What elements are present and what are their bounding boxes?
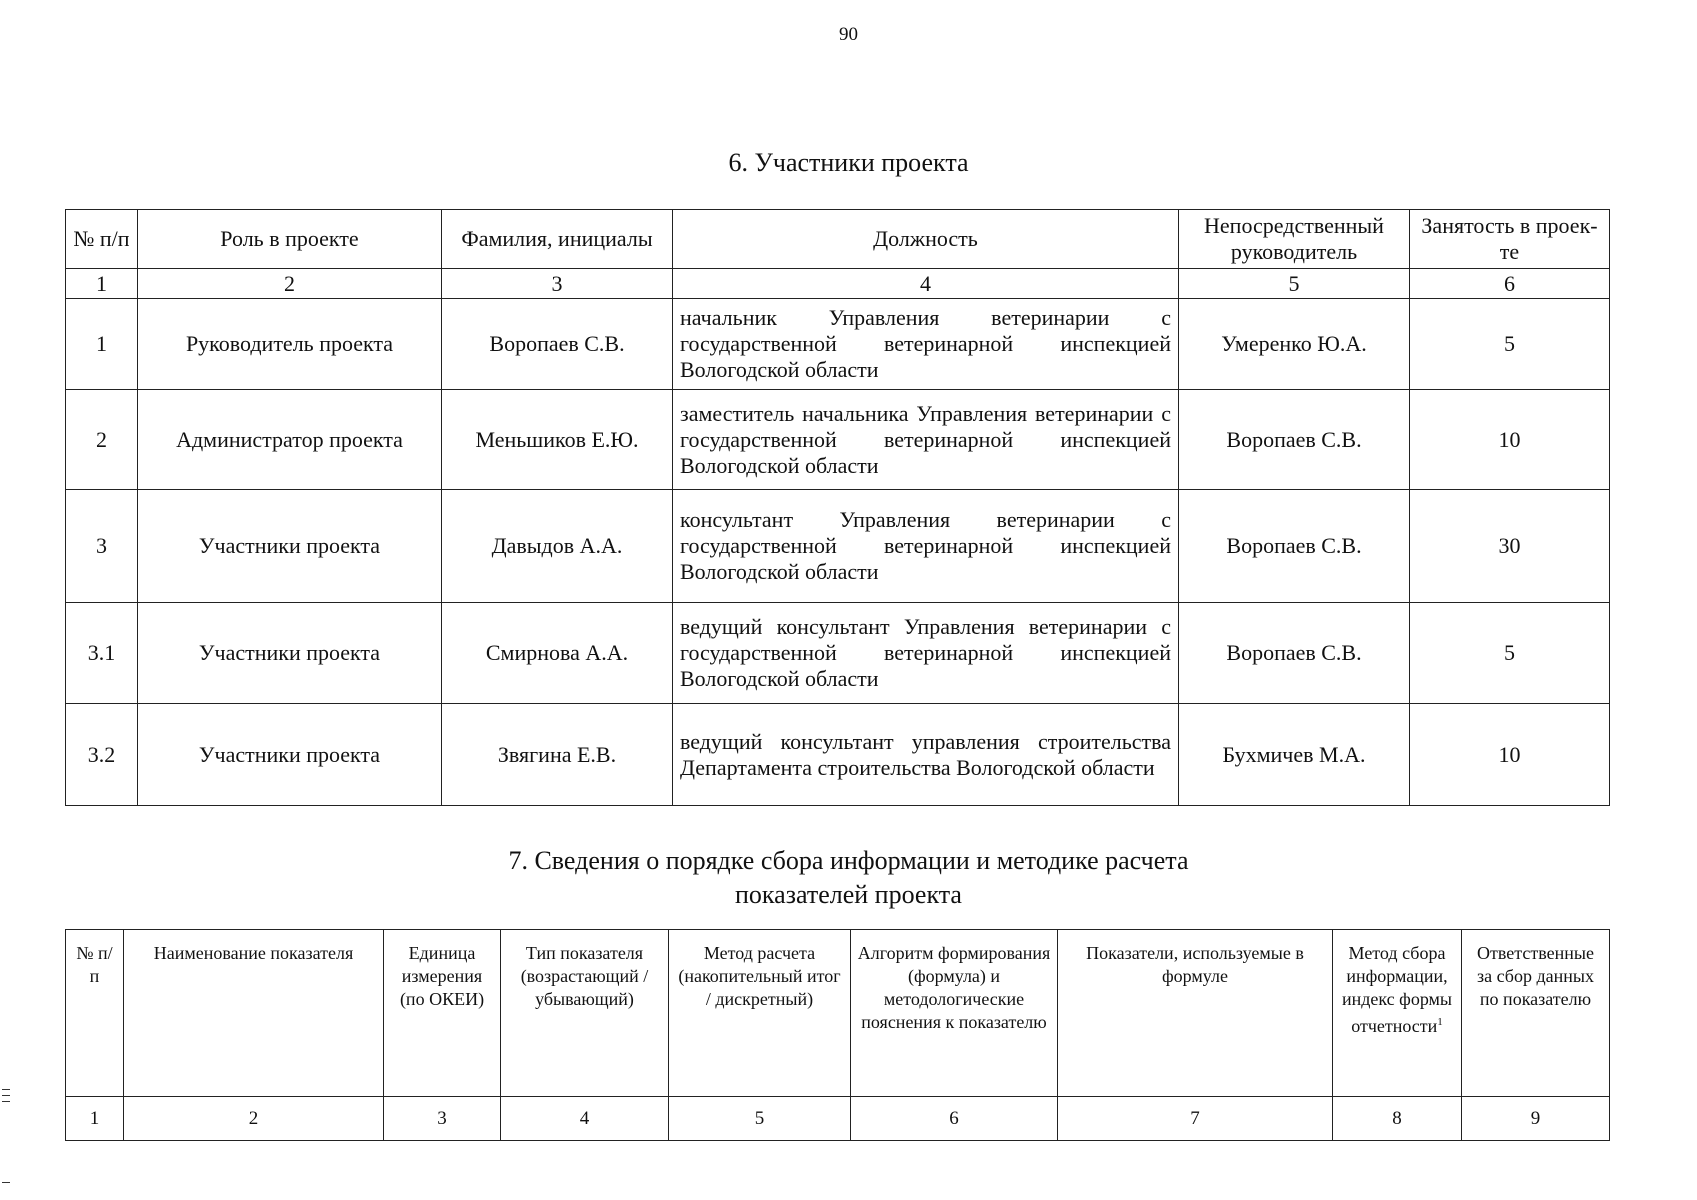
margin-mark [2, 1089, 10, 1090]
row-number: 2 [66, 390, 138, 490]
header-position: Должность [673, 210, 1179, 269]
row-supervisor: Воропаев С.В. [1179, 490, 1410, 603]
row-number: 3 [66, 490, 138, 603]
indicators-table [65, 929, 1610, 1141]
header-number: № п/п [66, 930, 124, 1097]
header-responsible: Ответственные за сбор данных по показателю [1462, 930, 1610, 1097]
row-position: консультант Управления ветеринарии с государственной ветеринарной инспекцией Вологодской области [673, 490, 1179, 603]
column-number: 7 [1058, 1097, 1333, 1141]
header-indicator-type: Тип показателя (возрастающий / убывающий) [501, 930, 669, 1097]
header-collection-method [1333, 930, 1462, 1097]
table-header-row [66, 210, 1610, 269]
row-name: Давыдов А.А. [442, 490, 673, 603]
margin-mark [2, 1095, 10, 1096]
row-position: заместитель начальника Управления ветеринарии с государственной ветеринарной инспекцией Вологодской области [673, 390, 1179, 490]
column-number: 6 [851, 1097, 1058, 1141]
header-name: Фамилия, инициалы [442, 210, 673, 269]
section-7-title-line-2: показателей проекта [735, 880, 962, 909]
margin-mark [2, 1182, 10, 1183]
section-7-title [0, 844, 1697, 912]
margin-mark [2, 1101, 10, 1102]
row-employment: 5 [1410, 603, 1610, 704]
row-supervisor: Воропаев С.В. [1179, 390, 1410, 490]
table-row [66, 299, 1610, 390]
column-number: 9 [1462, 1097, 1610, 1141]
header-algorithm: Алгоритм формирования (формула) и методологические пояснения к показателю [851, 930, 1058, 1097]
table-row [66, 603, 1610, 704]
section-7-title-line-1: 7. Сведения о порядке сбора информации и методике расчета [508, 846, 1189, 875]
row-role: Участники проекта [138, 490, 442, 603]
section-6-title: 6. Участники проекта [728, 148, 969, 177]
column-number: 8 [1333, 1097, 1462, 1141]
row-name: Меньшиков Е.Ю. [442, 390, 673, 490]
column-number: 2 [138, 269, 442, 299]
footnote-marker: 1 [1437, 1016, 1443, 1028]
table-row [66, 390, 1610, 490]
row-employment: 30 [1410, 490, 1610, 603]
page-number: 90 [839, 24, 858, 45]
header-unit: Единица измерения (по ОКЕИ) [384, 930, 501, 1097]
column-number: 5 [1179, 269, 1410, 299]
row-supervisor: Бухмичев М.А. [1179, 704, 1410, 806]
column-number: 3 [384, 1097, 501, 1141]
row-employment: 10 [1410, 390, 1610, 490]
header-role: Роль в проекте [138, 210, 442, 269]
column-number: 3 [442, 269, 673, 299]
header-indicator-name: Наименование показателя [124, 930, 384, 1097]
table-row [66, 490, 1610, 603]
row-role: Руководитель проекта [138, 299, 442, 390]
header-formula-indicators: Показатели, используемые в формуле [1058, 930, 1333, 1097]
row-name: Звягина Е.В. [442, 704, 673, 806]
column-number-row [66, 1097, 1610, 1141]
row-employment: 5 [1410, 299, 1610, 390]
table-row [66, 704, 1610, 806]
column-number: 1 [66, 1097, 124, 1141]
row-role: Администратор проекта [138, 390, 442, 490]
row-employment: 10 [1410, 704, 1610, 806]
column-number: 6 [1410, 269, 1610, 299]
row-position: ведущий консультант Управления ветеринарии с государственной ветеринарной инспекцией Вологодской области [673, 603, 1179, 704]
header-collection-method-label: Метод сбора информации, индекс формы отчетности [1341, 943, 1453, 1036]
participants-table [65, 209, 1610, 806]
row-position: ведущий консультант управления строительства Департамента строительства Вологодской области [673, 704, 1179, 806]
header-calculation-method: Метод расчета (накопительный итог / дискретный) [669, 930, 851, 1097]
row-name: Воропаев С.В. [442, 299, 673, 390]
column-number: 1 [66, 269, 138, 299]
column-number: 4 [673, 269, 1179, 299]
row-role: Участники проекта [138, 603, 442, 704]
table-header-row [66, 930, 1610, 1097]
header-number: № п/п [66, 210, 138, 269]
header-supervisor: Непосредственный руководитель [1179, 210, 1410, 269]
column-number: 4 [501, 1097, 669, 1141]
row-name: Смирнова А.А. [442, 603, 673, 704]
row-role: Участники проекта [138, 704, 442, 806]
row-number: 1 [66, 299, 138, 390]
row-position: начальник Управления ветеринарии с государственной ветеринарной инспекцией Вологодской области [673, 299, 1179, 390]
row-supervisor: Умеренко Ю.А. [1179, 299, 1410, 390]
column-number: 5 [669, 1097, 851, 1141]
row-supervisor: Воропаев С.В. [1179, 603, 1410, 704]
row-number: 3.2 [66, 704, 138, 806]
header-employment: Занятость в проек-те [1410, 210, 1610, 269]
column-number: 2 [124, 1097, 384, 1141]
row-number: 3.1 [66, 603, 138, 704]
column-number-row [66, 269, 1610, 299]
